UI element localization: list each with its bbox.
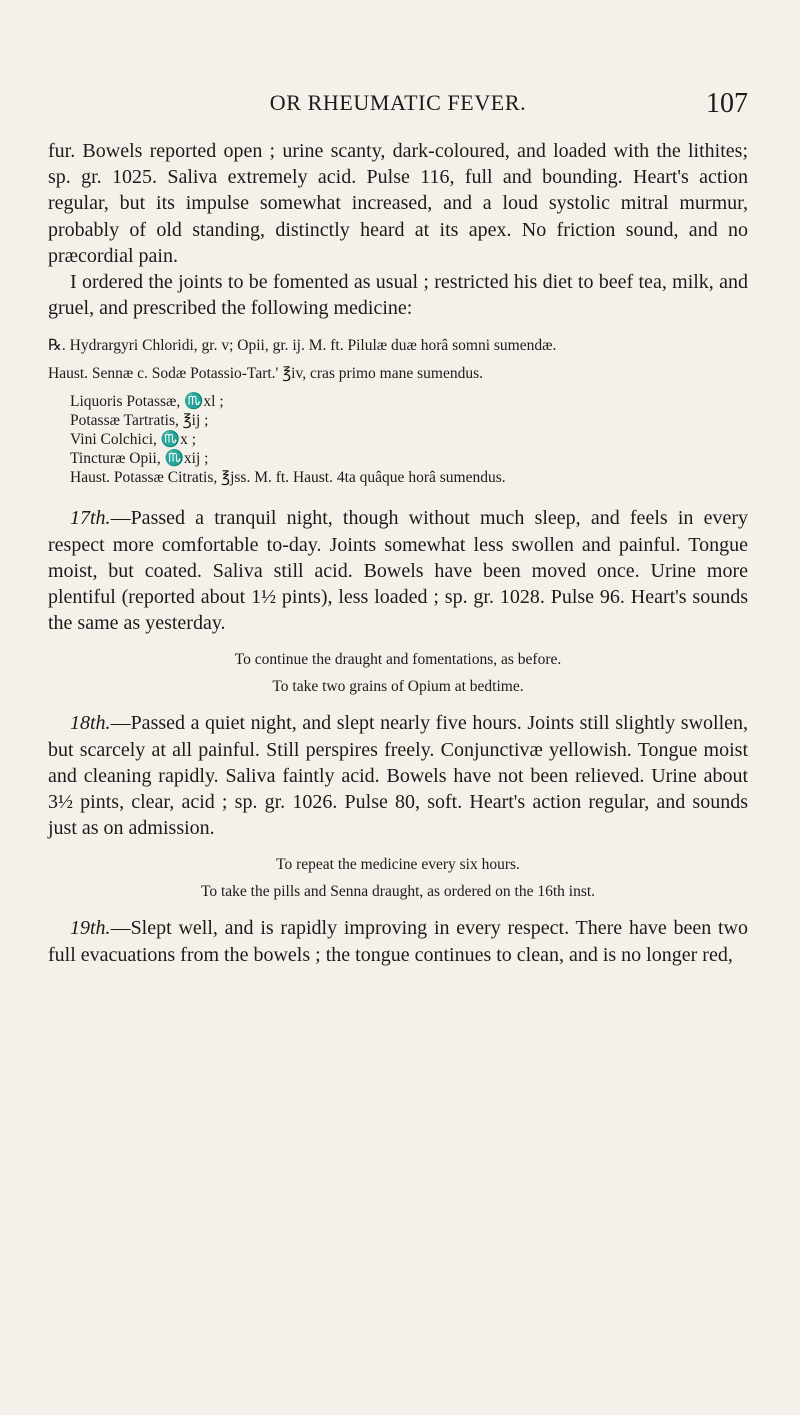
ingredient-line: Tincturæ Opii, ♏xij ; (70, 450, 209, 468)
prescription-ingredients (48, 392, 748, 487)
entry-text: —Passed a quiet night, and slept nearly five hours. Joints still slightly swollen, but scarcely at all painful. Still perspires freely. Conjunctivæ yellowish. Tongue moist and cleaning rapidly. Saliva faintly acid. Bowels have not been relieved. Urine about 3½ pints, clear, acid ; sp. gr. 1026. Pulse 80, soft. Heart's action regular, and sounds just as on admission. (48, 712, 748, 840)
paragraph-orders: I ordered the joints to be fomented as usual ; restricted his diet to beef tea, milk, and gruel, and prescribed the following medicine: (48, 271, 748, 320)
entry-19th (48, 915, 748, 967)
entry-17th (48, 505, 748, 636)
paragraph-continued: fur. Bowels reported open ; urine scanty, dark-coloured, and loaded with the lithites; sp. gr. 1025. Saliva extremely acid. Pulse 116, full and bounding. Heart's action regular, but its impulse somewhat increased, and a loud systolic mitral murmur, probably of old standing, distinctly heard at its apex. No friction sound, and no præcordial pain. (48, 140, 748, 267)
entry-text: —Slept well, and is rapidly improving in every respect. There have been two full evacuations from the bowels ; the tongue continues to clean, and is no longer red, (48, 917, 748, 966)
entry-date: 18th. (70, 712, 111, 735)
ingredient-line: Potassæ Tartratis, ℥ij ; (70, 412, 209, 430)
running-title: OR RHEUMATIC FEVER. (269, 90, 527, 115)
prescription-pills: ℞. Hydrargyri Chloridi, gr. v; Opii, gr. ij. M. ft. Pilulæ duæ horâ somni sumendæ. (48, 337, 557, 355)
order-line: To take the pills and Senna draught, as ordered on the 16th inst. (200, 883, 596, 901)
entry-date: 19th. (70, 917, 111, 940)
running-head (48, 90, 748, 120)
prescription-block (48, 336, 748, 487)
page-body (48, 138, 748, 968)
ingredient-line: Vini Colchici, ♏x ; (70, 431, 196, 449)
ingredient-line: Liquoris Potassæ, ♏xl ; (70, 393, 224, 411)
order-line: To repeat the medicine every six hours. (276, 856, 520, 874)
prescription-senna: Haust. Sennæ c. Sodæ Potassio-Tart.' ℥iv, cras primo mane sumendus. (48, 365, 483, 383)
order-line: To take two grains of Opium at bedtime. (272, 678, 524, 696)
order-line: To continue the draught and fomentations, as before. (234, 651, 562, 669)
page-number: 107 (706, 88, 748, 119)
entry-18th (48, 710, 748, 841)
entry-text: —Passed a tranquil night, though without much sleep, and feels in every respect more comfortable to-day. Joints somewhat less swollen and painful. Tongue moist, but coated. Saliva still acid. Bowels have been moved once. Urine more plentiful (reported about 1½ pints), less loaded ; sp. gr. 1028. Pulse 96. Heart's sounds the same as yesterday. (48, 507, 748, 635)
ingredient-line: Haust. Potassæ Citratis, ℥jss. M. ft. Haust. 4ta quâque horâ sumendus. (70, 469, 506, 487)
entry-date: 17th. (70, 507, 111, 530)
